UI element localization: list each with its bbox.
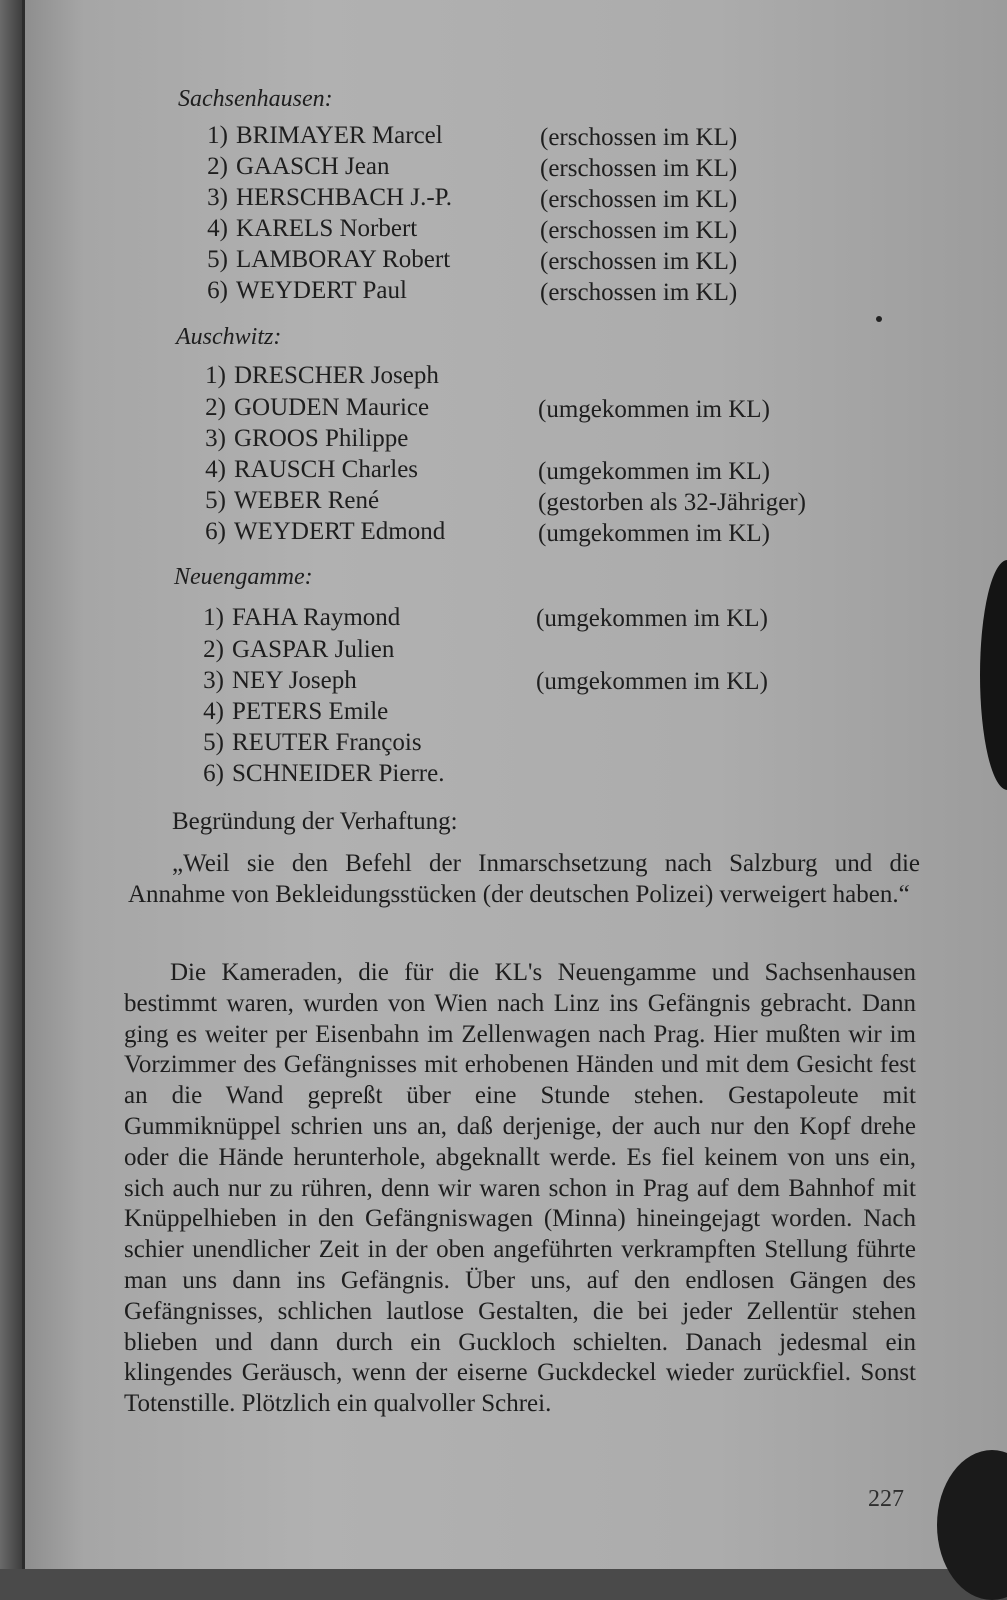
list-item: 6) WEYDERT Paul <box>207 277 407 304</box>
list-item: 6) WEYDERT Edmond <box>205 518 446 545</box>
section-title-neuengamme: Neuengamme: <box>174 564 313 590</box>
section-title-auschwitz: Auschwitz: <box>176 324 282 350</box>
list-item-note: (umgekommen im KL) <box>538 396 770 423</box>
list-item: 4) KARELS Norbert <box>207 215 418 242</box>
list-item: 3) NEY Joseph <box>203 667 357 694</box>
quote-paragraph: „Weil sie den Befehl der Inmarschsetzung nach Salzburg und die Annahme von Bekleidungsstücken (der deutschen Polizei) verweigert haben.“ <box>128 850 920 908</box>
list-item-note: (gestorben als 32-Jähriger) <box>538 489 806 516</box>
list-item: 2) GAASCH Jean <box>207 153 390 180</box>
list-item: 6) SCHNEIDER Pierre. <box>203 760 445 787</box>
list-item-note: (erschossen im KL) <box>540 155 738 182</box>
binding-shadow <box>0 0 22 1569</box>
list-item: 5) LAMBORAY Robert <box>207 246 451 273</box>
list-item-note: (umgekommen im KL) <box>538 458 770 485</box>
list-item-note: (erschossen im KL) <box>540 124 738 151</box>
list-item: 4) RAUSCH Charles <box>205 456 419 483</box>
list-item: 3) HERSCHBACH J.-P. <box>207 184 453 211</box>
ink-speck <box>876 316 882 322</box>
list-item: 1) FAHA Raymond <box>203 604 401 631</box>
page-number: 227 <box>868 1486 904 1512</box>
list-item-note: (erschossen im KL) <box>540 248 738 275</box>
list-item: 5) WEBER René <box>205 487 380 514</box>
list-item: 1) BRIMAYER Marcel <box>207 122 443 149</box>
list-item-note: (erschossen im KL) <box>540 186 738 213</box>
list-item-note: (umgekommen im KL) <box>538 520 770 547</box>
reason-heading: Begründung der Verhaftung: <box>172 808 458 835</box>
list-item-note: (erschossen im KL) <box>540 279 738 306</box>
body-paragraph: Die Kameraden, die für die KL's Neuengamme und Sachsenhausen bestimmt waren, wurden von Wien nach Linz ins Gefängnis gebracht. Dann ging es weiter per Eisenbahn im Zellenwagen nach Prag. Hier mußten wir im Vorzimmer des Gefängnisses mit erhobenen Händen und mit dem Gesicht fest an die Wand gepreßt über eine Stunde stehen. Gestapoleute mit Gummiknüppel schrien uns an, daß derjenige, der auch nur den Kopf drehe oder die Hände herunterhole, abgeknallt werde. Es fiel keinem von uns ein, sich auch nur zu rühren, denn wir waren schon in Prag auf dem Bahnhof mit Knüppelhieben in den Gefängniswagen (Minna) hineingejagt worden. Nach schier unendlicher Zeit in der oben angeführten verkrampften Stellung führte man uns dann ins Gefängnis. Über uns, auf den endlosen Gängen des Gefängnisses, schlichen lautlose Gestalten, die bei jeder Zellentür stehen blieben und dann durch ein Guckloch schielten. Danach jedesmal ein klingendes Geräusch, wenn der eiserne Guckdeckel wieder zurückfiel. Sonst Totenstille. Plötzlich ein qualvoller Schrei. <box>124 959 916 1418</box>
list-item: 2) GASPAR Julien <box>203 636 395 663</box>
list-item: 5) REUTER François <box>203 729 422 756</box>
list-item-note: (umgekommen im KL) <box>536 668 768 695</box>
list-item: 2) GOUDEN Maurice <box>205 394 430 421</box>
list-item: 1) DRESCHER Joseph <box>205 362 439 389</box>
section-title-sachsenhausen: Sachsenhausen: <box>178 86 333 112</box>
list-item-note: (umgekommen im KL) <box>536 605 768 632</box>
list-item-note: (erschossen im KL) <box>540 217 738 244</box>
list-item: 3) GROOS Philippe <box>205 425 409 452</box>
list-item: 4) PETERS Emile <box>203 698 389 725</box>
